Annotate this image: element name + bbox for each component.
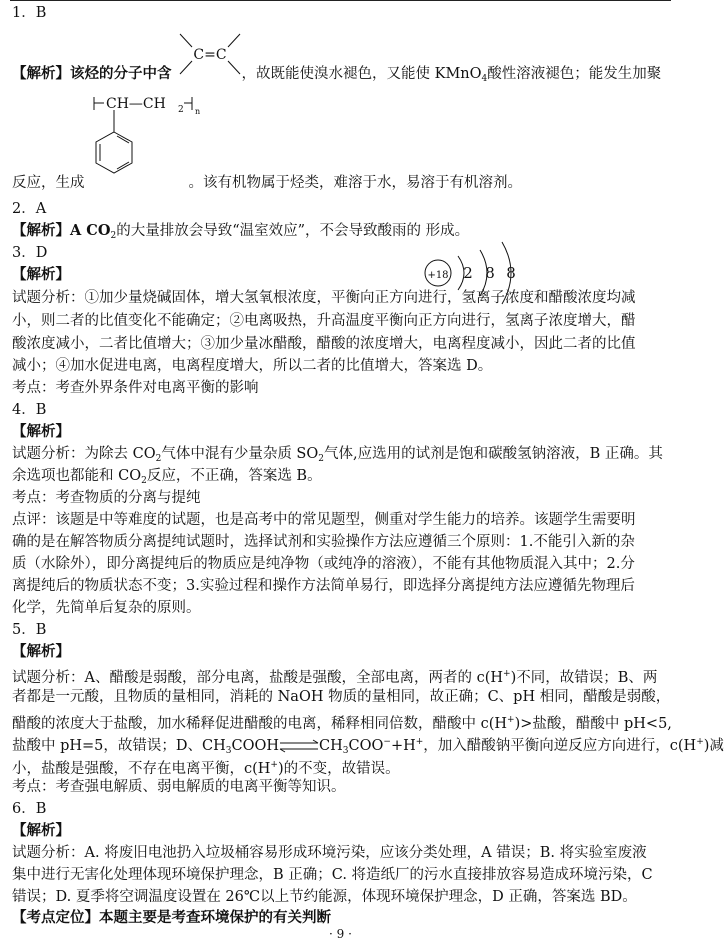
analysis-5-heading: 【解析】 <box>12 643 70 660</box>
polymer-repeat-unit: CH—CH <box>106 96 166 112</box>
analysis-5-line-5: 小，盐酸是强酸，不存在电离平衡，c(H+)的不变，故错误。 <box>12 760 400 777</box>
analysis-4-line-1: 试题分析：为除去 $CO_2$气体中混有少量杂质 $SO_2$气体,应选用的试剂是饱和碳酸氢钠溶液，B 正确。其 <box>12 446 663 464</box>
analysis-4-line-2: 余选项也都能和 $CO_2$反应，不正确，答案选 B。 <box>12 468 322 486</box>
answer-4: 4．B <box>12 402 47 418</box>
key-point-3: 考点：考查外界条件对电离平衡的影响 <box>12 380 259 396</box>
atom-nucleus: +18 <box>427 270 449 281</box>
polymer-subscript: 2 <box>178 105 184 115</box>
analysis-6-heading: 【解析】 <box>12 822 70 839</box>
answer-5: 5．B <box>12 622 47 638</box>
equilibrium-arrow <box>279 740 319 752</box>
atom-shell-1: 2 <box>463 264 473 282</box>
comment-4-line-2: 确的是在解答物质分离提纯试题时，选择试剂和实验操作方法应遵循三个原则：1.不能引入新的杂 <box>12 534 635 550</box>
analysis-5-line-4: 盐酸中 pH=5，故错误；D、$CH_3COOH$ $CH_3COO^-+H^+$，加入醋酸钠平衡向逆反应方向进行，c(H+)减 <box>12 737 724 756</box>
key-point-6: 【考点定位】本题主要是考查环境保护的有关判断 <box>12 909 331 926</box>
analysis-1-line-1: 【解析】该烃的分子中含 ，故既能使溴水褪色，又能使 KMnO$_4$酸性溶液褪色；能发生加聚 <box>12 65 662 84</box>
analysis-3-line-2: 小，则二者的比值变化不能确定；②电离吸热，升高温度平衡向正方向进行，氢离子浓度增大，醋 <box>12 313 636 329</box>
analysis-3-heading: 【解析】 <box>12 266 70 283</box>
analysis-3-line-4: 减小；④加水促进电离，电离程度增大，所以二者的比值增大，答案选 D。 <box>12 358 493 374</box>
analysis-2: 【解析】A $CO_2$的大量排放会导致“温室效应”，不会导致酸雨的 形成。 <box>12 222 470 241</box>
analysis-3-line-1: 试题分析：①加少量烧碱固体，增大氢氧根浓度，平衡向正方向进行，氢离子浓度和醋酸浓度均减 <box>12 290 636 306</box>
comment-4-line-4: 离提纯后的物质状态不变；3.实验过程和操作方法简单易行，即选择分离提纯方法应遵循先物理后 <box>12 578 635 594</box>
analysis-5-line-3: 醋酸的浓度大于盐酸，加水稀释促进醋酸的电离，稀释相同倍数，醋酸中 c(H+)>盐酸，醋酸中 pH<5, <box>12 715 672 732</box>
answer-2: 2．A <box>12 201 47 217</box>
answer-3: 3．D <box>12 245 48 261</box>
key-point-4: 考点：考查物质的分离与提纯 <box>12 490 201 506</box>
comment-4-line-3: 质（水除外），即分离提纯后的物质应是纯净物（或纯净的溶液），不能有其他物质混入其中；2.分 <box>12 556 635 572</box>
answer-1: 1．B <box>12 5 47 21</box>
analysis-1-line-2: 反应，生成 。该有机物属于烃类，难溶于水，易溶于有机溶剂。 <box>12 175 522 191</box>
alkene-label: C=C <box>193 47 227 63</box>
analysis-6-line-2: 集中进行无害化处理体现环境保护理念，B 正确；C. 将造纸厂的污水直接排放容易造成环境污染，C <box>12 867 653 883</box>
comment-4-line-1: 点评：该题是中等难度的试题，也是高考中的常见题型，侧重对学生能力的培养。该题学生需要明 <box>12 512 636 528</box>
key-point-5: 考点：考查强电解质、弱电解质的电离平衡等知识。 <box>12 779 346 795</box>
header-rule <box>10 0 671 1</box>
analysis-3-line-3: 酸浓度减小，二者比值增大；③加少量冰醋酸，醋酸的浓度增大，电离程度减小，因此二者的比值 <box>12 336 636 352</box>
analysis-4-heading: 【解析】 <box>12 423 70 440</box>
analysis-6-line-3: 错误；D. 夏季将空调温度设置在 26℃以上节约能源，体现环境保护理念，D 正确，答案选 BD。 <box>12 889 637 905</box>
page-number: · 9 · <box>329 927 352 941</box>
polymer-n: n <box>195 107 201 116</box>
atom-shell-3: 8 <box>506 264 516 282</box>
analysis-6-line-1: 试题分析：A. 将废旧电池扔入垃圾桶容易形成环境污染，应该分类处理，A 错误；B. 将实验室废液 <box>12 845 647 861</box>
answer-6: 6．B <box>12 801 47 817</box>
comment-4-line-5: 化学，先简单后复杂的原则。 <box>12 600 201 616</box>
analysis-5-line-1: 试题分析：A、醋酸是弱酸，部分电离，盐酸是强酸，全部电离，两者的 c(H+)不同，故错误；B、两 <box>12 669 658 686</box>
analysis-5-line-2: 者都是一元酸，且物质的量相同，消耗的 NaOH 物质的量相同，故正确；C、pH 相同，醋酸是弱酸， <box>12 689 671 705</box>
atom-shell-2: 8 <box>485 264 495 282</box>
